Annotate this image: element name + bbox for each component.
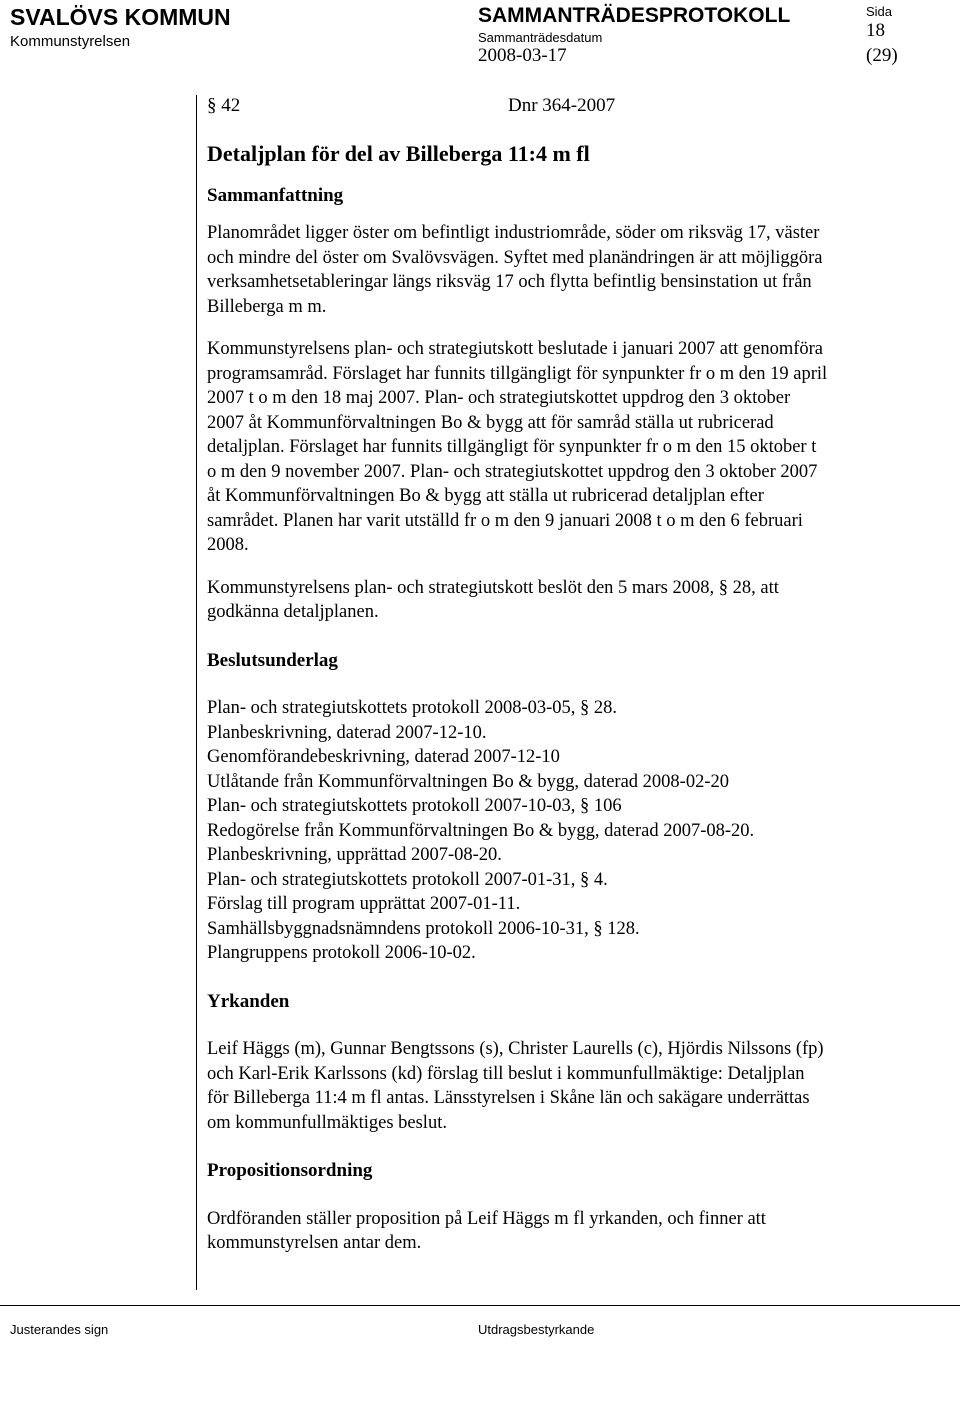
section-number: § 42: [207, 95, 241, 116]
summary-paragraph-1: [207, 221, 937, 319]
motions-heading: Yrkanden: [207, 990, 290, 1012]
summary-paragraph-2: [207, 337, 937, 558]
list-item: Planbeskrivning, daterad 2007-12-10.: [207, 722, 487, 743]
item-header-row: [207, 90, 937, 124]
basis-list: [207, 696, 937, 966]
footer-rule: [0, 1305, 960, 1306]
page-total: (29): [866, 45, 898, 66]
basis-heading: Beslutsunderlag: [207, 649, 338, 671]
text-line: 2008.: [207, 535, 249, 555]
list-item: Utlåtande från Kommunförvaltningen Bo & bygg, daterad 2008-02-20: [207, 771, 729, 792]
text-line: Leif Häggs (m), Gunnar Bengtssons (s), Christer Laurells (c), Hjördis Nilssons (fp): [207, 1039, 824, 1059]
list-item: Planbeskrivning, upprättad 2007-08-20.: [207, 845, 502, 865]
text-line: åt Kommunförvaltningen Bo & bygg att ställa ut rubricerad detaljplan efter: [207, 486, 764, 506]
page-label: Sida: [866, 4, 893, 19]
footer-certification-label: Utdragsbestyrkande: [478, 1322, 595, 1337]
text-line: Ordföranden ställer proposition på Leif Häggs m fl yrkanden, och finner att: [207, 1208, 766, 1229]
item-title: Detaljplan för del av Billeberga 11:4 m fl: [207, 141, 590, 166]
proposition-paragraph: [207, 1207, 937, 1256]
document-body: [207, 90, 937, 1256]
page-number: 18: [866, 20, 885, 41]
text-line: Kommunstyrelsens plan- och strategiutskott beslutade i januari 2007 att genomföra: [207, 339, 824, 359]
margin-rule: [196, 95, 197, 1290]
board-name: Kommunstyrelsen: [10, 33, 131, 50]
text-line: 2007 t o m den 18 maj 2007. Plan- och strategiutskottet uppdrog den 3 oktober: [207, 388, 791, 408]
org-name: SVALÖVS KOMMUN: [10, 4, 231, 30]
text-line: verksamhetsetableringar längs riksväg 17 och flytta befintlig bensinstation ut från: [207, 272, 812, 292]
list-item: Förslag till program upprättat 2007-01-11.: [207, 894, 521, 914]
list-item: Redogörelse från Kommunförvaltningen Bo & bygg, daterad 2007-08-20.: [207, 820, 755, 841]
motions-paragraph: [207, 1037, 937, 1135]
doc-type: SAMMANTRÄDESPROTOKOLL: [478, 4, 791, 27]
text-line: och mindre del öster om Svalövsvägen. Syftet med planändringen är att möjliggöra: [207, 247, 823, 268]
text-line: o m den 9 november 2007. Plan- och strategiutskottet uppdrog den 3 oktober 2007: [207, 461, 818, 482]
list-item: Samhällsbyggnadsnämndens protokoll 2006-10-31, § 128.: [207, 918, 640, 939]
list-item: Plan- och strategiutskottets protokoll 2008-03-05, § 28.: [207, 698, 618, 718]
text-line: om kommunfullmäktiges beslut.: [207, 1112, 447, 1133]
text-line: godkänna detaljplanen.: [207, 602, 379, 622]
meeting-date-label: Sammanträdesdatum: [478, 30, 603, 45]
text-line: programsamråd. Förslaget har funnits tillgängligt för synpunkter fr o m den 19 april: [207, 363, 828, 384]
proposition-heading: Propositionsordning: [207, 1160, 373, 1181]
text-line: 2007 åt Kommunförvaltningen Bo & bygg att för samråd ställa ut rubricerad: [207, 412, 774, 433]
text-line: samrådet. Planen har varit utställd fr o m den 9 januari 2008 t o m den 6 februari: [207, 510, 803, 531]
dnr: Dnr 364-2007: [508, 95, 616, 116]
list-item: Plan- och strategiutskottets protokoll 2007-01-31, § 4.: [207, 869, 608, 890]
text-line: kommunstyrelsen antar dem.: [207, 1233, 422, 1253]
list-item: Plangruppens protokoll 2006-10-02.: [207, 943, 476, 963]
text-line: och Karl-Erik Karlssons (kd) förslag till beslut i kommunfullmäktige: Detaljplan: [207, 1063, 805, 1084]
summary-heading: Sammanfattning: [207, 184, 344, 206]
text-line: detaljplan. Förslaget har funnits tillgängligt för synpunkter fr o m den 15 oktober t: [207, 437, 817, 457]
footer-signature-label: Justerandes sign: [10, 1322, 109, 1337]
text-line: Kommunstyrelsens plan- och strategiutskott beslöt den 5 mars 2008, § 28, att: [207, 577, 779, 598]
text-line: Planområdet ligger öster om befintligt industriområde, söder om riksväg 17, väster: [207, 223, 820, 243]
list-item: Genomförandebeskrivning, daterad 2007-12-10: [207, 747, 560, 767]
meeting-date: 2008-03-17: [478, 45, 567, 66]
text-line: Billeberga m m.: [207, 296, 327, 317]
summary-paragraph-3: [207, 576, 937, 625]
list-item: Plan- och strategiutskottets protokoll 2007-10-03, § 106: [207, 796, 622, 816]
text-line: för Billeberga 11:4 m fl antas. Länsstyrelsen i Skåne län och sakägare underrättas: [207, 1088, 810, 1108]
